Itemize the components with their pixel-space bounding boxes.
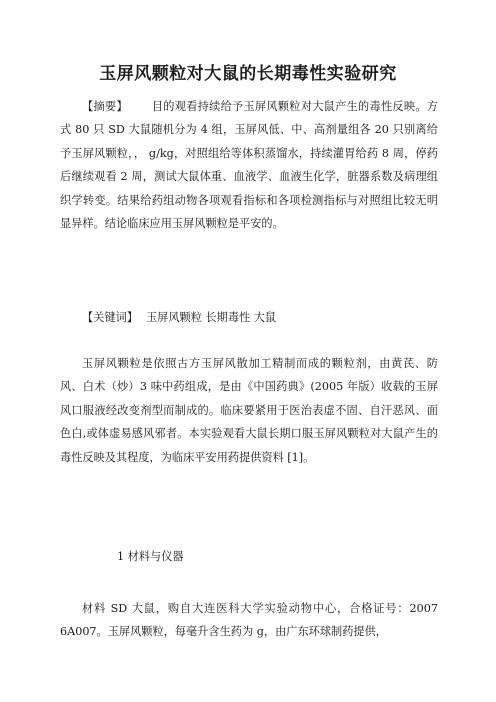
abstract-paragraph bbox=[60, 95, 438, 235]
abstract-text: 目的观看持续给予玉屏风颗粒对大鼠产生的毒性反映。方式 80 只 SD 大鼠随机分为 4 组，玉屏风低、中、高剂量组各 20 只别离给予玉屏风颗粒，， g/kg，对照组给等体积蒸馏水，持续灌胃给药 8 周，停药后继续观看 2 周，测试大鼠体重、血液学、血液生化学，脏器系数及病理组织学转变。结果给药组动物各项观看指标和各项检测指标与对照组比较无明显异样。结论临床应用玉屏风颗粒是平安的。 bbox=[60, 100, 438, 231]
keywords-label: 【关键词】 bbox=[82, 311, 138, 324]
intro-paragraph: 玉屏风颗粒是依照古方玉屏风散加工精制而成的颗粒剂，由黄芪、防风、白术（炒）3 味中药组成，是由《中国药典》(2005 年版）收载的玉屏风口服液经改变剂型而制成的。临床要紧用于医治表虚不固、自汗恶风、面色白,或体虚易感风邪者。本实验观看大鼠长期口服玉屏风颗粒对大鼠产生的毒性反映及其程度，为临床平安用药提供资料 [1]。 bbox=[60, 357, 438, 464]
document-title: 玉屏风颗粒对大鼠的长期毒性实验研究 bbox=[99, 64, 397, 84]
materials-paragraph: 材料 SD 大鼠，购自大连医科大学实验动物中心，合格证号：2007 6A007。玉屏风颗粒，每毫升含生药为 g，由广东环球制药提供， bbox=[60, 602, 438, 639]
keywords-paragraph bbox=[82, 306, 460, 329]
section-heading: 1 材料与仪器 bbox=[117, 550, 184, 563]
abstract-label: 【摘要】 bbox=[82, 100, 128, 113]
keywords-text: 玉屏风颗粒 长期毒性 大鼠 bbox=[145, 311, 277, 324]
